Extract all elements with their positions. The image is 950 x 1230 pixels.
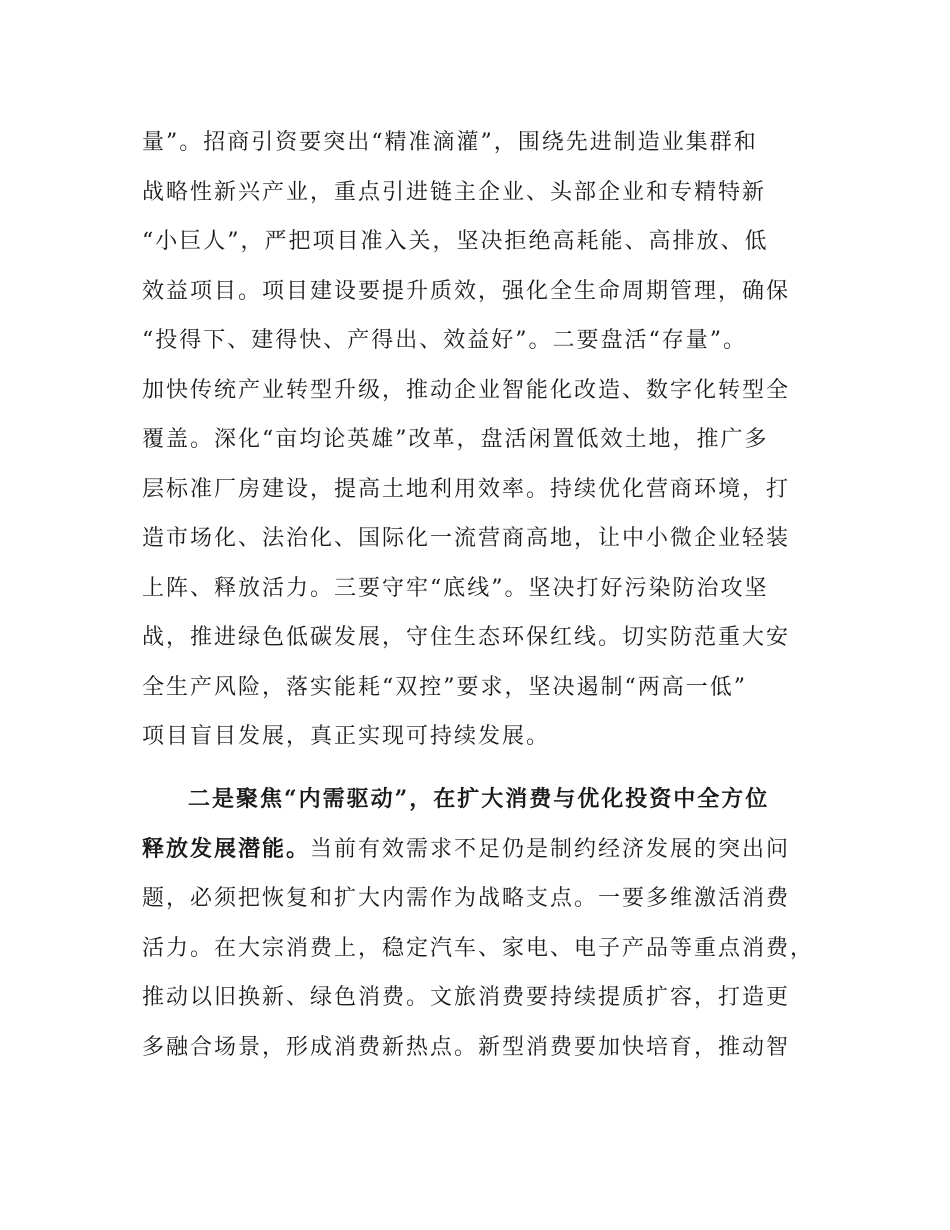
text-line: 活力。在大宗消费上，稳定汽车、家电、电子产品等重点消费， xyxy=(142,935,815,961)
text-line: 造市场化、法治化、国际化一流营商高地，让中小微企业轻装 xyxy=(142,526,791,551)
text-line: 全生产风险，落实能耗“双控”要求，坚决遏制“两高一低” xyxy=(142,674,747,700)
text-run: 当前有效需求不足仍是制约经济发展的突出问 xyxy=(310,836,791,862)
text-line: 层标准厂房建设，提高土地利用效率。持续优化营商环境，打 xyxy=(142,476,791,502)
section-heading-line: 二是聚焦“内需驱动”，在扩大消费与优化投资中全方位 xyxy=(188,786,770,812)
text-line: 量”。招商引资要突出“精准滴灌”，围绕先进制造业集群和 xyxy=(142,130,758,155)
text-line: 覆盖。深化“亩均论英雄”改革，盘活闲置低效土地，推广多 xyxy=(142,427,769,452)
paragraph-1 xyxy=(142,118,822,762)
text-line: 上阵、释放活力。三要守牢“底线”。坚决打好污染防治攻坚 xyxy=(142,575,769,601)
paragraph-2 xyxy=(142,775,822,1072)
text-line: “小巨人”，严把项目准入关，坚决拒绝高耗能、高排放、低 xyxy=(142,229,769,254)
section-heading-tail: 释放发展潜能。 xyxy=(142,835,311,862)
text-line: 战，推进绿色低碳发展，守住生态环保红线。切实防范重大安 xyxy=(142,625,791,650)
text-line xyxy=(142,825,822,875)
text-line: 加快传统产业转型升级，推动企业智能化改造、数字化转型全 xyxy=(142,377,791,403)
text-line: 效益项目。项目建设要提升质效，强化全生命周期管理，确保 xyxy=(142,278,791,304)
text-line: 推动以旧换新、绿色消费。文旅消费要持续提质扩容，打造更 xyxy=(142,985,791,1010)
text-line: 题，必须把恢复和扩大内需作为战略支点。一要多维激活消费 xyxy=(142,886,791,911)
text-line: 项目盲目发展，真正实现可持续发展。 xyxy=(142,724,551,749)
text-line: “投得下、建得快、产得出、效益好”。二要盘活“存量”。 xyxy=(142,328,747,353)
text-line: 多融合场景，形成消费新热点。新型消费要加快培育，推动智 xyxy=(142,1034,791,1060)
text-line: 战略性新兴产业，重点引进链主企业、头部企业和专精特新 xyxy=(142,179,767,205)
